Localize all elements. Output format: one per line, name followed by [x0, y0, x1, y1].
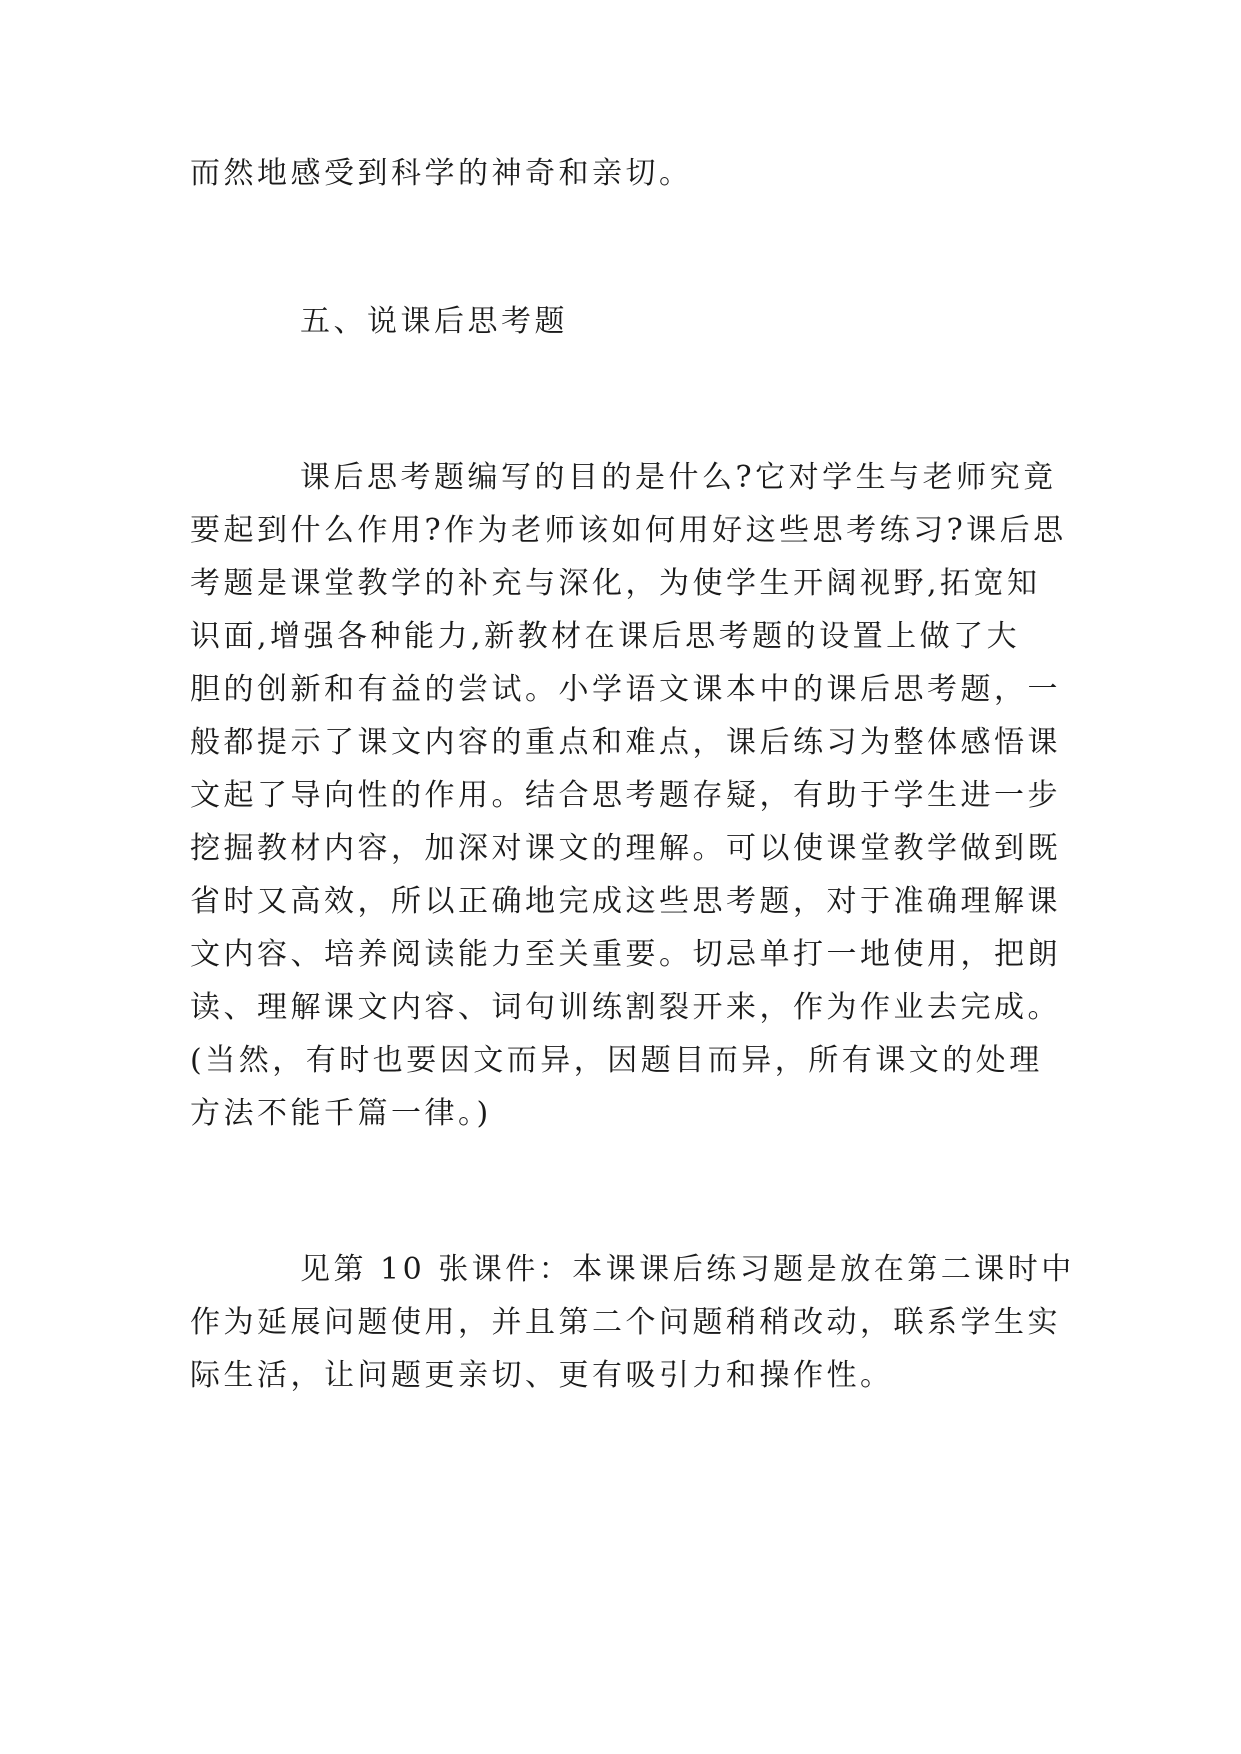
paragraph-line: 方法不能千篇一律。): [190, 1096, 492, 1131]
paragraph-line: 省时又高效，所以正确地完成这些思考题，对于准确理解课: [190, 884, 1061, 919]
continued-text-line: 而然地感受到科学的神奇和亲切。: [190, 156, 693, 191]
paragraph-line: 际生活，让问题更亲切、更有吸引力和操作性。: [190, 1358, 894, 1393]
paragraph-line: 识面,增强各种能力,新教材在课后思考题的设置上做了大: [190, 619, 1021, 654]
paragraph-line: 文内容、培养阅读能力至关重要。切忌单打一地使用，把朗: [190, 937, 1061, 972]
paragraph-line: 挖掘教材内容，加深对课文的理解。可以使课堂教学做到既: [190, 831, 1061, 866]
paragraph-line: 见第 10 张课件：本课课后练习题是放在第二课时中: [300, 1252, 1075, 1287]
paragraph-line: 文起了导向性的作用。结合思考题存疑，有助于学生进一步: [190, 778, 1061, 813]
paragraph-line: 胆的创新和有益的尝试。小学语文课本中的课后思考题，一: [190, 672, 1061, 707]
paragraph-line: 考题是课堂教学的补充与深化，为使学生开阔视野,拓宽知: [190, 566, 1041, 601]
paragraph-line: (当然，有时也要因文而异，因题目而异，所有课文的处理: [190, 1043, 1043, 1078]
paragraph-line: 读、理解课文内容、词句训练割裂开来，作为作业去完成。: [190, 990, 1061, 1025]
paragraph-line: 般都提示了课文内容的重点和难点，课后练习为整体感悟课: [190, 725, 1061, 760]
section-heading: 五、说课后思考题: [300, 304, 568, 339]
paragraph-line: 要起到什么作用?作为老师该如何用好这些思考练习?课后思: [190, 513, 1067, 548]
paragraph-line: 作为延展问题使用，并且第二个问题稍稍改动，联系学生实: [190, 1305, 1061, 1340]
paragraph-line: 课后思考题编写的目的是什么?它对学生与老师究竟: [300, 460, 1057, 495]
